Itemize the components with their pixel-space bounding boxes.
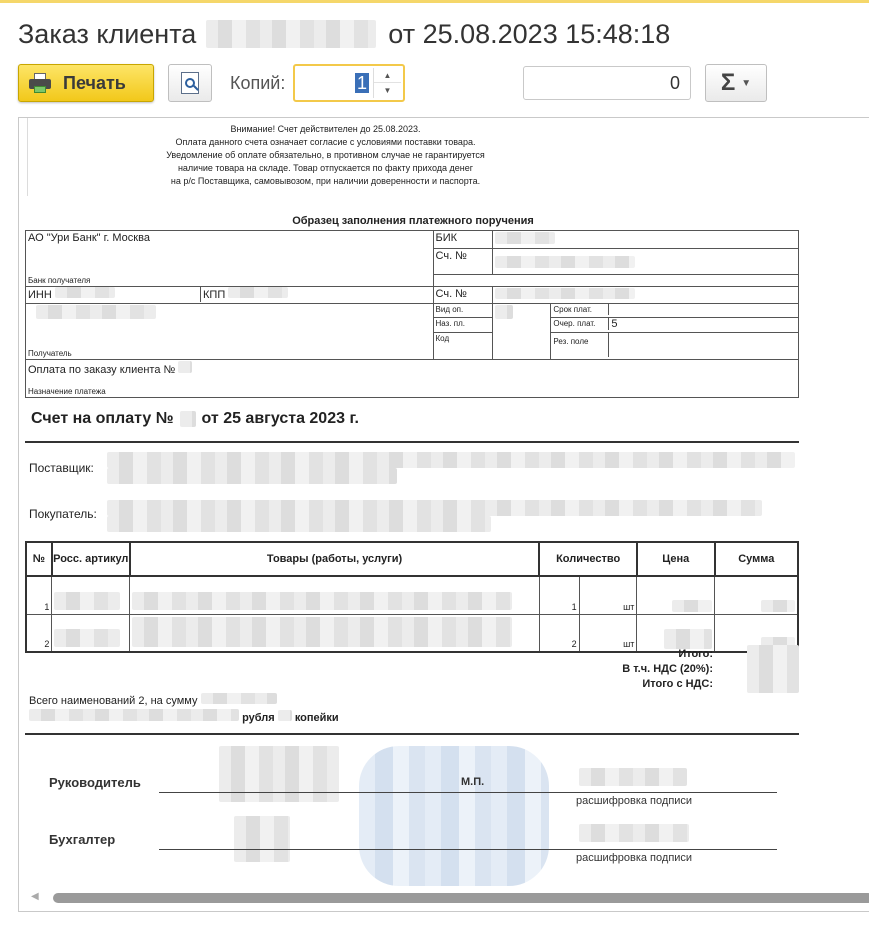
kod-label: Код [433,333,493,359]
ocher-label: Очер. плат. [551,318,609,330]
col-num: № [26,542,52,576]
director-label: Руководитель [49,775,141,790]
total-label: Итого: [678,648,713,660]
payment-sample-title: Образец заполнения платежного поручения [292,215,534,227]
sigma-icon: Σ [720,69,736,96]
notice-box [27,118,627,196]
summary-rub: рубля [242,712,275,724]
top-accent-line [0,0,869,3]
col-goods: Товары (работы, услуги) [130,542,540,576]
scroll-left-icon[interactable]: ◀ [31,891,39,902]
ocher-value: 5 [611,318,618,331]
horizontal-scrollbar[interactable] [19,891,869,905]
payment-sample-table [25,230,799,398]
print-button-label: Печать [63,72,126,93]
spin-down-icon[interactable]: ▼ [383,86,392,95]
copies-value: 1 [356,73,367,93]
col-sum: Сумма [715,542,798,576]
window-title [18,14,670,54]
table-row: 1 1 шт [26,576,798,614]
supplier-row [29,461,94,475]
sum-field[interactable]: 0 [523,66,691,100]
kpp-label: КПП [203,288,226,301]
signatures-divider [25,733,799,735]
srok-label: Срок плат. [551,304,609,315]
purpose-text: Оплата по заказу клиента № [28,363,176,376]
account2-label: Сч. № [433,286,493,303]
invoice-title: Счет на оплату № от 25 августа 2023 г. [31,410,359,427]
redacted-order-number [206,20,376,48]
bank-cell: АО "Ури Банк" г. Москва [26,231,434,275]
spin-up-icon[interactable]: ▲ [374,68,401,83]
buyer-row [29,507,97,521]
col-price: Цена [637,542,715,576]
res-label: Рез. поле [551,333,609,357]
copies-spinner[interactable] [373,68,401,98]
inn-label: ИНН [28,288,52,301]
buyer-label: Покупатель: [29,507,97,521]
total-with-vat-label: Итого с НДС: [642,678,713,690]
accountant-decode-label: расшифровка подписи [576,852,693,864]
chevron-down-icon: ▼ [741,77,752,89]
table-row: 2 2 шт [26,614,798,652]
col-qty: Количество [539,542,637,576]
bank-recipient-label: Банк получателя [26,275,434,287]
stamp-label: М.П. [461,776,485,788]
printer-icon [29,73,51,93]
vid-label: Вид оп. [433,303,493,318]
summary-line: Всего наименований 2, на сумму [29,695,198,707]
bik-label: БИК [433,231,493,249]
title-prefix: Заказ клиента [18,18,197,49]
summary-kop: копейки [294,712,339,724]
toolbar [18,64,778,104]
totals-block [579,647,713,692]
preview-magnifier-icon [181,72,199,94]
director-sign-line [159,792,777,793]
col-article: Росс. артикул [52,542,130,576]
recipient-label: Получатель [28,348,72,358]
accountant-sign-line [159,849,777,850]
supplier-label: Поставщик: [29,461,94,475]
preview-button[interactable] [168,64,212,102]
scrollbar-thumb[interactable] [53,893,869,903]
vat-label: В т.ч. НДС (20%): [622,663,713,675]
copies-label: Копий: [230,72,286,93]
purpose-label: Назначение платежа [28,386,106,396]
title-suffix: от 25.08.2023 15:48:18 [388,18,671,49]
naz-label: Наз. пл. [433,318,493,333]
sum-button[interactable] [705,64,767,102]
director-decode-label: расшифровка подписи [576,795,693,807]
copies-input[interactable] [293,64,405,102]
account-label: Сч. № [433,249,493,275]
invoice-divider [25,441,799,443]
accountant-label: Бухгалтер [49,832,116,847]
summary-block [29,693,339,726]
goods-table [25,541,799,653]
notice-text: Внимание! Счет действителен до 25.08.2023. Оплата данного счета означает согласие с условиями поставки товара. Уведомление об оплате обязательно, в противном случае не гарантируется наличие товара на складе. Товар отпускается по факту прихода денег на р/с Поставщика, самовывозом, при наличии доверенности и паспорта. [166,124,485,186]
document-preview[interactable] [18,117,869,912]
print-button[interactable] [18,64,154,102]
